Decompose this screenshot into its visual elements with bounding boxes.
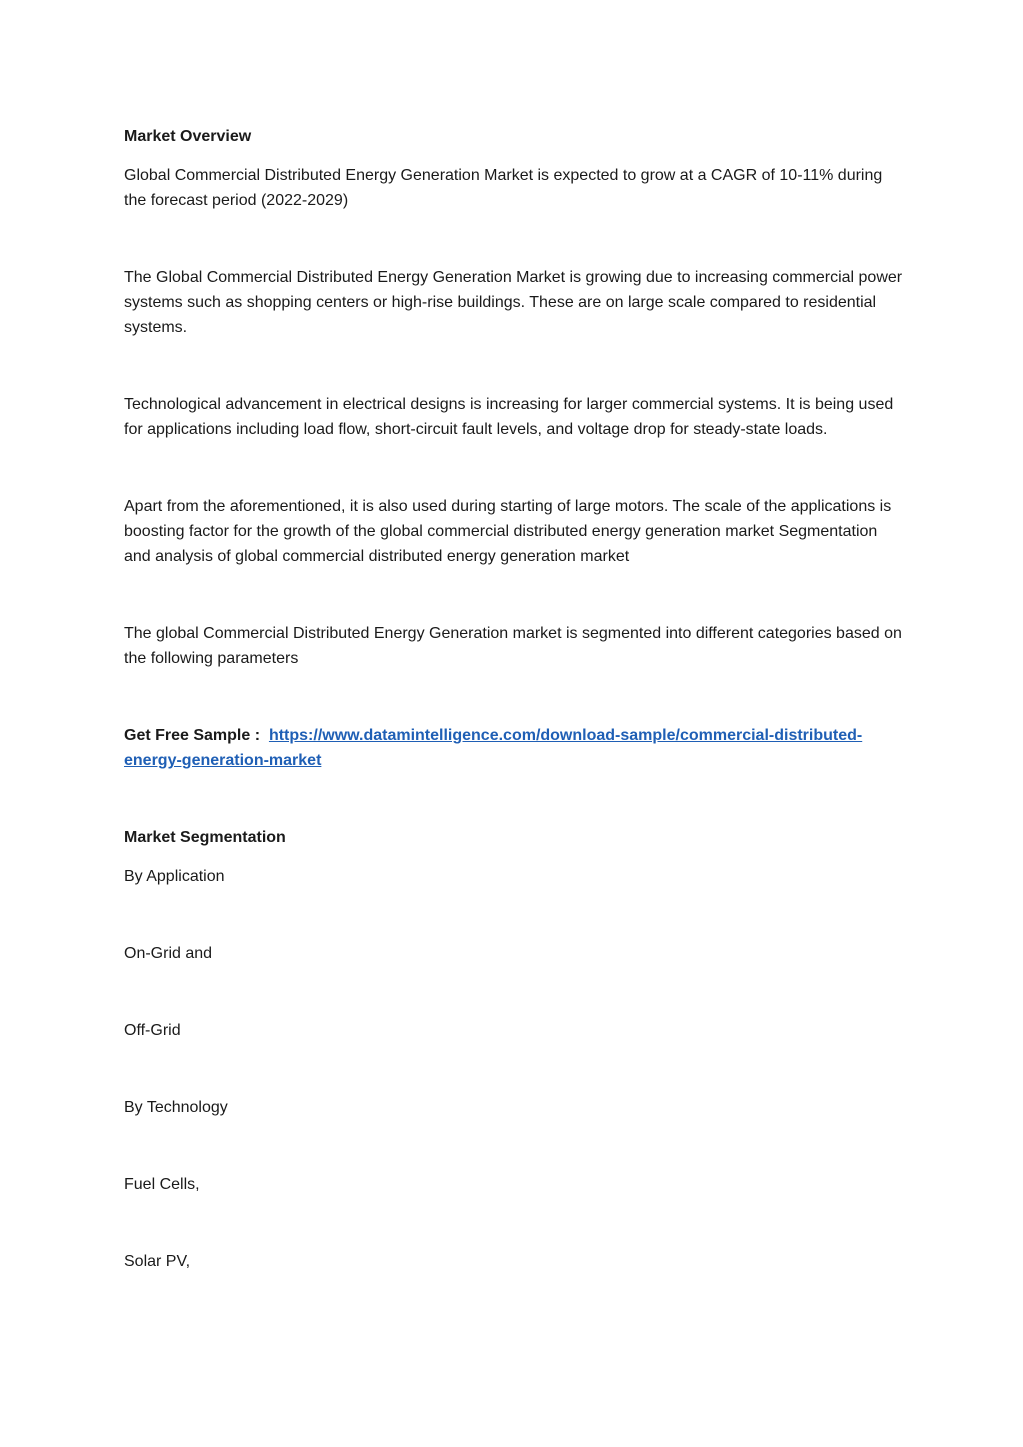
document-page bbox=[124, 124, 904, 1274]
free-sample-line bbox=[124, 723, 904, 773]
fuel-cells-item: Fuel Cells, bbox=[124, 1176, 200, 1193]
overview-paragraph-1: Global Commercial Distributed Energy Generation Market is expected to grow at a CAGR of 10-11% during the forecast period (2022-2029) bbox=[124, 167, 883, 209]
overview-paragraph-3: Technological advancement in electrical designs is increasing for larger commercial systems. It is being used for applications including load flow, short-circuit fault levels, and voltage drop for steady-state loads. bbox=[124, 396, 894, 438]
overview-paragraph-2: The Global Commercial Distributed Energy Generation Market is growing due to increasing commercial power systems such as shopping centers or high-rise buildings. These are on large scale compared to residential systems. bbox=[124, 269, 903, 336]
market-overview-heading: Market Overview bbox=[124, 128, 252, 145]
by-technology-label: By Technology bbox=[124, 1099, 228, 1116]
on-grid-item: On-Grid and bbox=[124, 945, 213, 962]
solar-pv-item: Solar PV, bbox=[124, 1253, 191, 1270]
off-grid-item: Off-Grid bbox=[124, 1022, 181, 1039]
market-segmentation-heading: Market Segmentation bbox=[124, 829, 286, 846]
free-sample-link[interactable]: https://www.datamintelligence.com/download-sample/commercial-distributed-energy-generation-market bbox=[124, 727, 863, 769]
by-application-label: By Application bbox=[124, 868, 225, 885]
free-sample-label: Get Free Sample : bbox=[124, 727, 261, 744]
overview-paragraph-4: Apart from the aforementioned, it is also used during starting of large motors. The scale of the applications is boosting factor for the growth of the global commercial distributed energy generation market Segmentation and analysis of global commercial distributed energy generation market bbox=[124, 498, 892, 565]
overview-paragraph-5: The global Commercial Distributed Energy Generation market is segmented into different categories based on the following parameters bbox=[124, 625, 902, 667]
